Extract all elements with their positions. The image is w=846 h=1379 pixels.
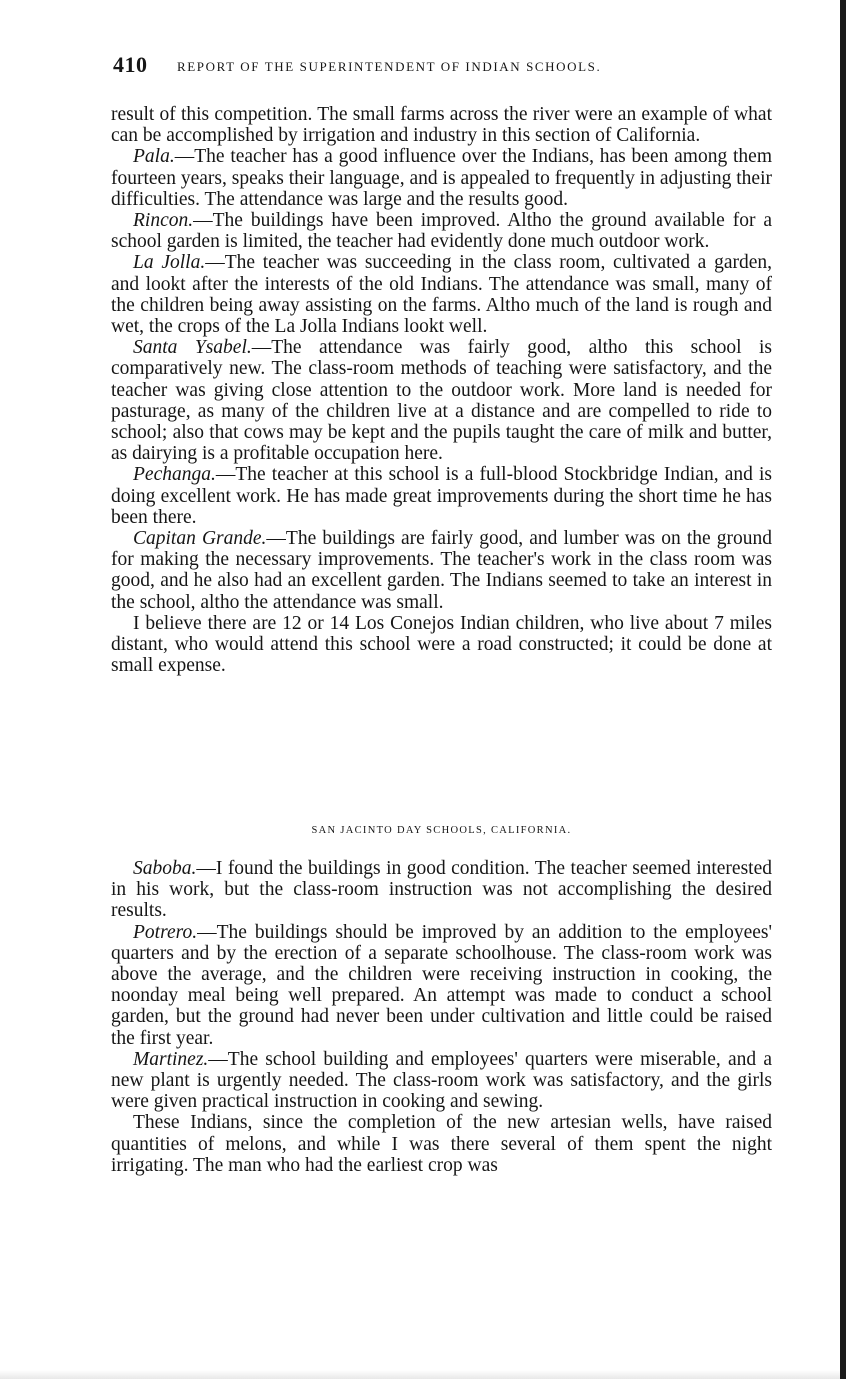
paragraph-text: —The teacher has a good influence over the Indians, has been among them fourteen years, speaks their language, and is appealed to frequently in adjusting their difficulties. The attendance was large and the results good.: [111, 146, 772, 210]
paragraph-text: I believe there are 12 or 14 Los Conejos Indian children, who live about 7 miles distant, who would attend this school were a road constructed; it could be done at small expense.: [111, 612, 772, 677]
paragraph: [111, 922, 772, 1049]
running-head: REPORT OF THE SUPERINTENDENT OF INDIAN SCHOOLS.: [177, 59, 602, 74]
paragraph: [111, 252, 772, 337]
paragraph-text: —The buildings have been improved. Altho the ground available for a school garden is limited, the teacher had evidently done much outdoor work.: [111, 210, 772, 253]
paragraph: [111, 613, 772, 677]
paragraph-lead: Potrero.: [133, 921, 198, 943]
page-number: 410: [113, 52, 148, 77]
paragraph-lead: Capitan Grande.: [133, 528, 267, 550]
paragraph: [111, 1112, 772, 1176]
paragraph-text: —The attendance was fairly good, altho this school is comparatively new. The class-room methods of teaching were satisfactory, and the teacher was giving close attention to the outdoor work. More land is needed for pasturage, as many of the children live at a distance and are compelled to ride to school; also that cows may be kept and the pupils taught the care of milk and butter, as dairying is a profitable occupation here.: [111, 337, 772, 465]
paragraph-text: —The school building and employees' quarters were miserable, and a new plant is urgently needed. The class-room work was satisfactory, and the girls were given practical instruction in cooking and sewing.: [111, 1048, 772, 1113]
paragraph: [111, 104, 772, 146]
section-heading: SAN JACINTO DAY SCHOOLS, CALIFORNIA.: [311, 825, 572, 836]
paragraph: [111, 1049, 772, 1113]
paragraph-text: —The teacher was succeeding in the class room, cultivated a garden, and lookt after the interests of the old Indians. The attendance was small, many of the children being away assisting on the farms. Altho much of the land is rough and wet, the crops of the La Jolla Indians lookt well.: [111, 252, 772, 338]
page-edge-border: [840, 0, 846, 1379]
paragraph: [111, 337, 772, 464]
paragraph: [111, 210, 772, 252]
paragraph-text: —The buildings should be improved by an addition to the employees' quarters and by the erection of a separate schoolhouse. The class-room work was above the average, and the children were receiving instruction in cooking, the noonday meal being well prepared. An attempt was made to conduct a school garden, but the ground had never been under cultivation and little could be raised the first year.: [111, 921, 772, 1049]
text-block-after-heading: [111, 858, 772, 1176]
paragraph-text: These Indians, since the completion of the new artesian wells, have raised quantities of melons, and while I was there several of them spent the night irrigating. The man who had the earliest crop was: [111, 1112, 772, 1176]
paragraph-text: result of this competition. The small farms across the river were an example of what can be accomplished by irrigation and industry in this section of California.: [111, 104, 772, 147]
page-bottom-shadow: [0, 1370, 846, 1379]
paragraph-lead: Santa Ysabel.: [133, 337, 252, 359]
paragraph: [111, 858, 772, 922]
paragraph-lead: Rincon.: [133, 210, 194, 232]
paragraph: [111, 528, 772, 613]
paragraph: [111, 464, 772, 528]
text-block-before-heading: [111, 104, 772, 676]
paragraph-text: —I found the buildings in good condition. The teacher seemed interested in his work, but the class-room instruction was not accomplishing the desired results.: [111, 858, 772, 922]
paragraph: [111, 146, 772, 210]
paragraph-lead: Martinez.: [133, 1048, 209, 1070]
paragraph-lead: La Jolla.: [133, 252, 206, 274]
paragraph-lead: Pala.: [133, 146, 175, 168]
paragraph-lead: Pechanga.: [133, 464, 216, 486]
paragraph-lead: Saboba.: [133, 858, 197, 879]
paragraph-text: —The teacher at this school is a full-blood Stockbridge Indian, and is doing excellent work. He has made great improvements during the short time he has been there.: [111, 464, 772, 528]
page-header: [113, 52, 773, 78]
paragraph-text: —The buildings are fairly good, and lumber was on the ground for making the necessary improvements. The teacher's work in the class room was good, and he also had an excellent garden. The Indians seemed to take an interest in the school, altho the attendance was small.: [111, 528, 772, 613]
